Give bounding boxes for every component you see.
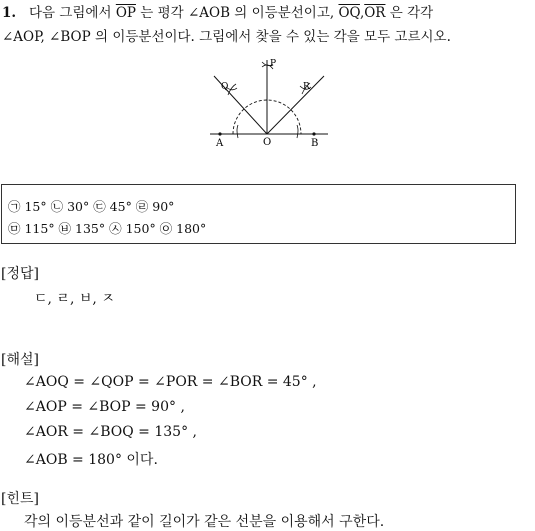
question-text-b: 는 평각 ∠AOB 의 이등분선이고, [135, 5, 339, 21]
angle-bisector-figure [200, 54, 340, 150]
explanation-line: ∠AOR = ∠BOQ = 135° , [24, 424, 197, 440]
answer-heading: [정답] [1, 266, 39, 282]
segment-op: $\overline{OP}$ [115, 5, 136, 21]
choices-row-1: ㉠ 15° ㉡ 30° ㉢ 45° ㉣ 90° [8, 199, 175, 214]
hint-heading: [힌트] [1, 491, 39, 507]
question-line-2: ∠AOP, ∠BOP 의 이등분선이다. 그림에서 찾을 수 있는 각을 모두 고르시오. [2, 29, 451, 45]
label-o: O [263, 137, 272, 148]
segment-separator: , [359, 5, 365, 21]
ray-or [267, 76, 324, 134]
hint-text: 각의 이등분선과 같이 길이가 같은 선분을 이용해서 구한다. [24, 514, 385, 530]
label-a: A [216, 138, 224, 149]
question-text-c: 은 각각 [385, 5, 434, 21]
explanation-line: ∠AOB = 180° 이다. [24, 452, 158, 468]
label-p: P [270, 59, 277, 69]
point-a [218, 132, 221, 135]
explanation-heading: [해설] [1, 352, 39, 368]
label-r: R [303, 82, 310, 92]
question-text-a: 다음 그림에서 [28, 5, 116, 21]
figure-svg [200, 54, 340, 150]
label-b: B [311, 138, 319, 149]
point-b [312, 132, 315, 135]
choices-row-2: ㉤ 115° ㉥ 135° ㉦ 150° ㉧ 180° [8, 221, 207, 236]
choices-box [1, 184, 516, 244]
label-q: Q [221, 82, 229, 92]
arc-mark-b [297, 125, 298, 138]
arc-mark-a [237, 125, 238, 138]
segment-oq: $\overline{OQ}$ [338, 5, 360, 21]
answer-text: ㄷ, ㄹ, ㅂ, ㅈ [34, 291, 115, 307]
explanation-line: ∠AOP = ∠BOP = 90° , [24, 399, 185, 415]
question-line-1 [2, 1, 433, 21]
explanation-line: ∠AOQ = ∠QOP = ∠POR = ∠BOR = 45° , [24, 374, 317, 390]
question-number: 1. [2, 5, 17, 21]
segment-or: $\overline{OR}$ [364, 5, 386, 21]
